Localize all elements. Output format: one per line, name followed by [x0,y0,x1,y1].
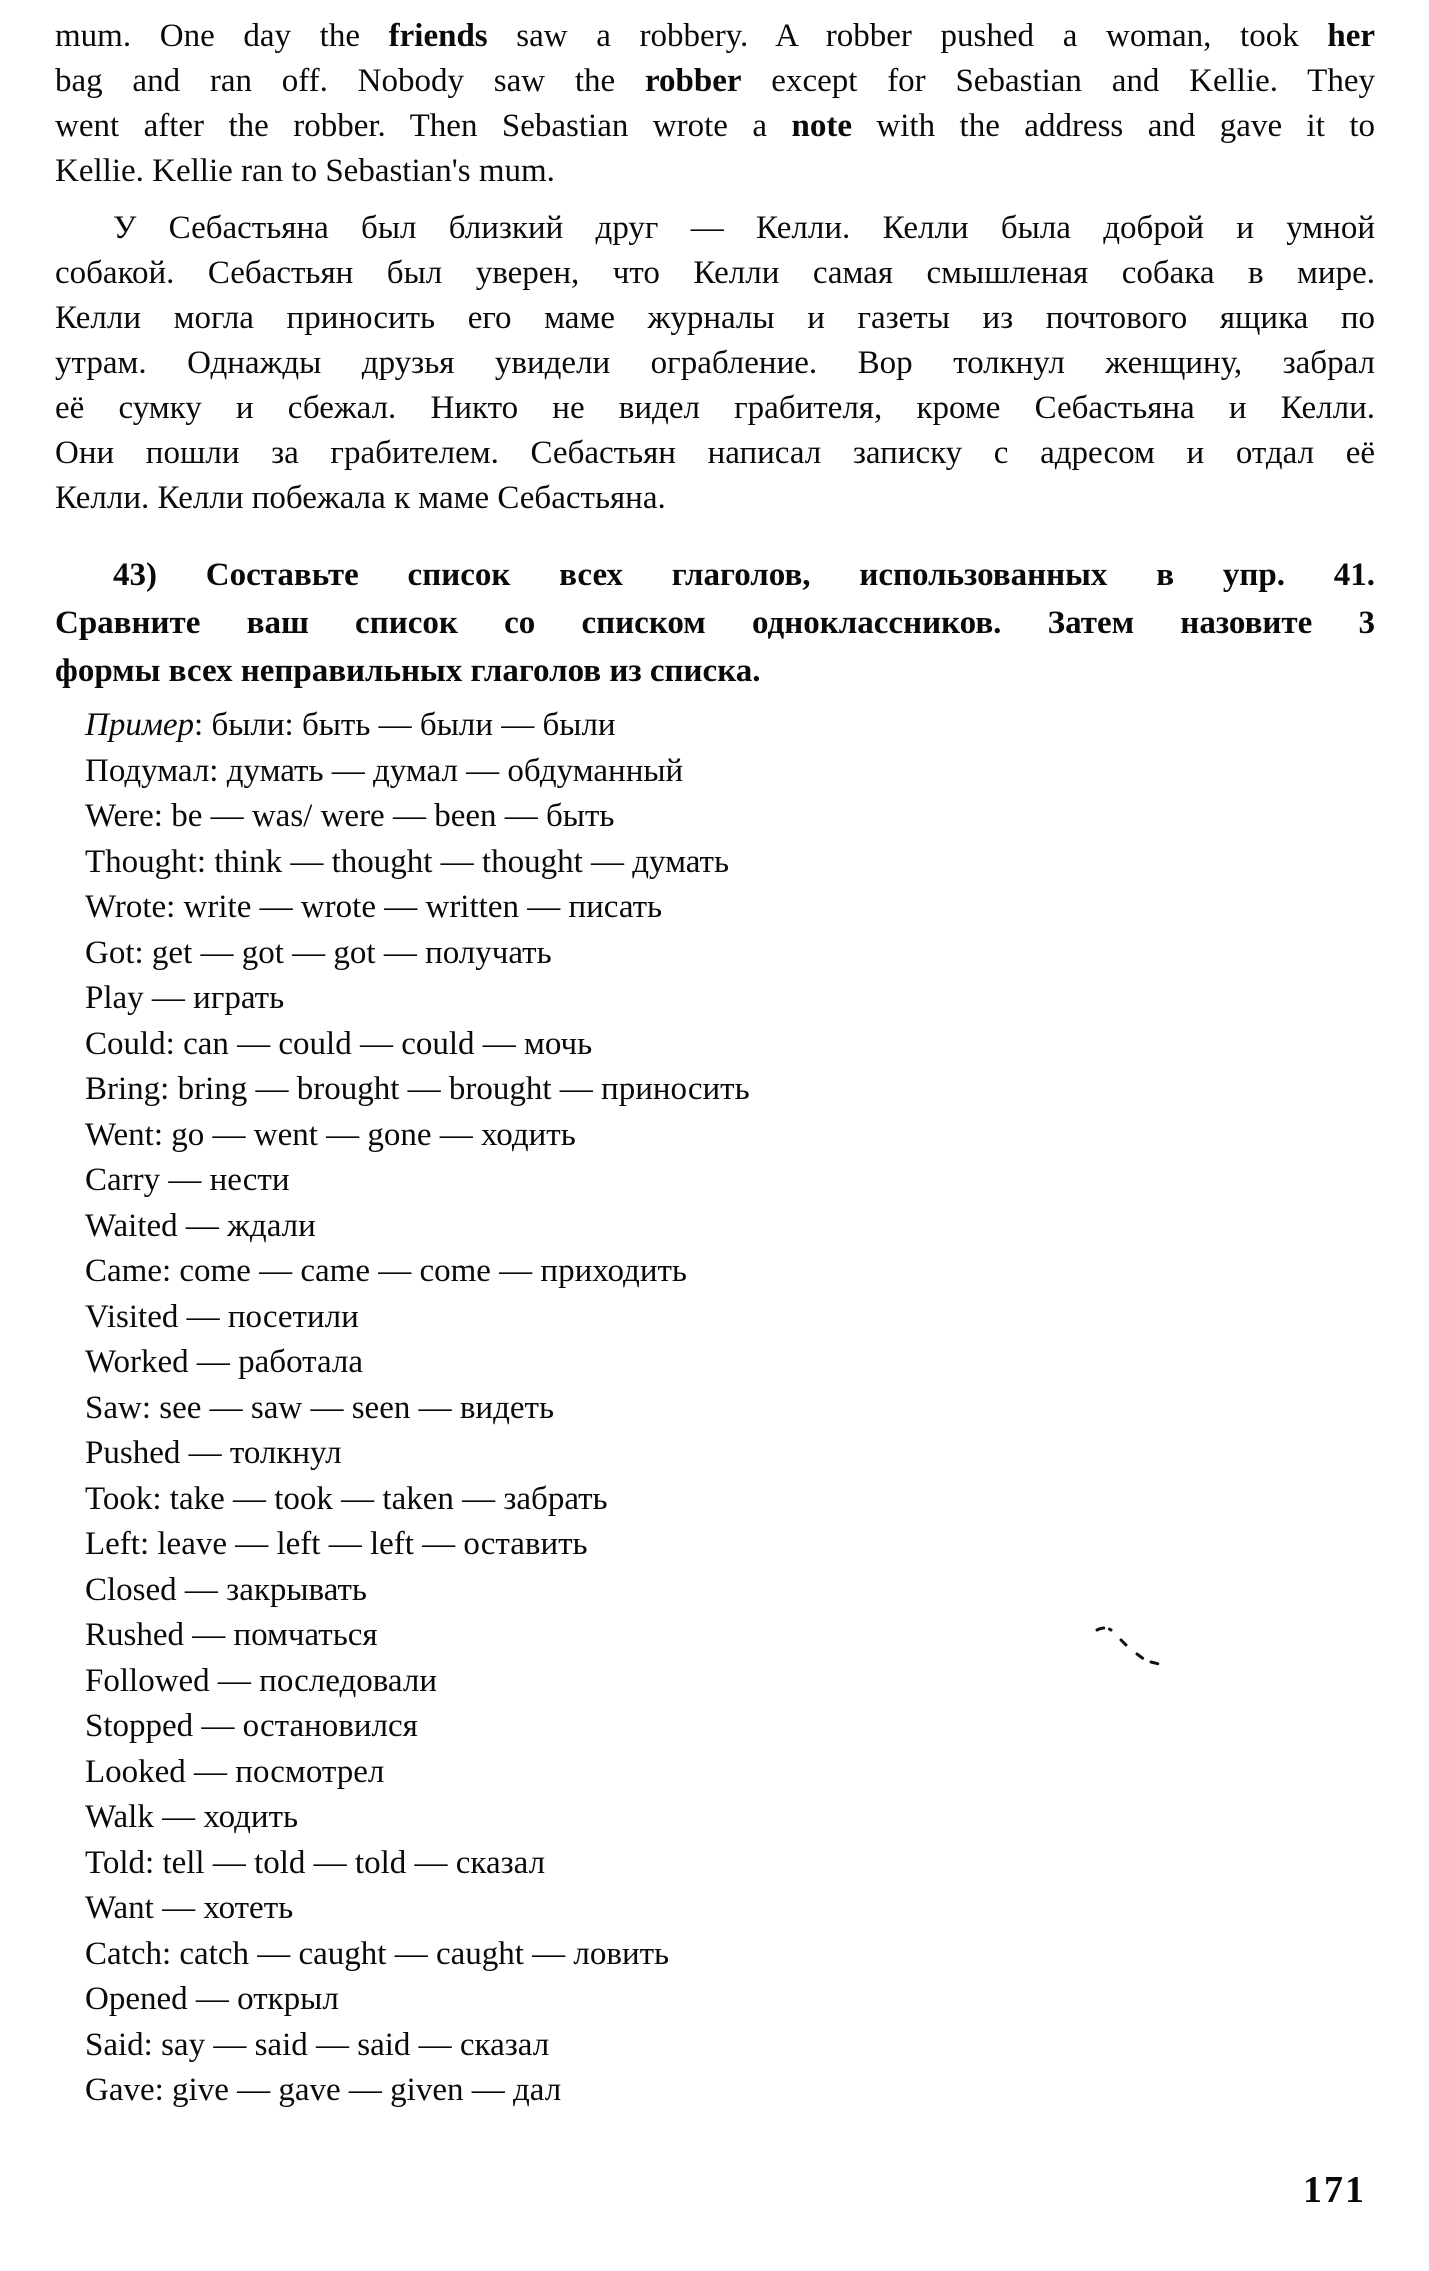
russian-paragraph-line: утрам. Однажды друзья увидели ограбление. Вор толкнул женщину, забрал [55,345,1375,381]
verb-list-item: Closed — закрывать [85,1571,367,1608]
verb-list-item: Told: tell — told — told — сказал [85,1844,546,1881]
verb-list-item: Went: go — went — gone — ходить [85,1116,576,1153]
verb-list-item: Catch: catch — caught — caught — ловить [85,1935,670,1972]
exercise-43-heading [55,551,1375,695]
verb-list-item: Waited — ждали [85,1207,316,1244]
verb-list-item: Visited — посетили [85,1298,359,1335]
verb-list [55,703,1375,2114]
russian-paragraph [55,206,1375,521]
verb-list-item: Wrote: write — wrote — written — писать [85,889,663,925]
english-paragraph [55,14,1375,194]
verb-list-item: Took: take — took — taken — забрать [85,1480,608,1517]
english-paragraph-line: mum. One day the friends saw a robbery. A robber pushed a woman, took her [55,18,1376,54]
russian-paragraph-line: Они пошли за грабителем. Себастьян написал записку с адресом и отдал её [55,435,1375,471]
verb-list-item: Thought: think — thought — thought — думать [85,843,730,880]
verb-list-item: Followed — последовали [85,1662,437,1699]
verb-list-item: Left: leave — left — left — оставить [85,1526,588,1562]
verb-list-item: Rushed — помчаться [85,1617,378,1653]
verb-list-item: Opened — открыл [85,1981,339,2017]
verb-list-item: Worked — работала [85,1344,364,1380]
verb-list-item: Pushed — толкнул [85,1435,342,1471]
russian-paragraph-line: её сумку и сбежал. Никто не видел грабителя, кроме Себастьяна и Келли. [55,390,1375,426]
verb-list-item: Walk — ходить [85,1799,299,1835]
russian-paragraph-line: У Себастьяна был близкий друг — Келли. Келли была доброй и умной [113,210,1375,246]
verb-list-item: Gave: give — gave — given — дал [85,2072,562,2108]
verb-list-item: Came: come — came — come — приходить [85,1253,687,1289]
verb-list-item: Подумал: думать — думал — обдуманный [85,752,684,789]
verb-list-item: Saw: see — saw — seen — видеть [85,1389,554,1426]
exercise-43-heading-line: формы всех неправильных глаголов из списка. [55,653,761,689]
english-paragraph-line: Kellie. Kellie ran to Sebastian's mum. [55,153,555,189]
verb-list-item: Want — хотеть [85,1890,294,1926]
exercise-43-heading-line: Сравните ваш список со списком одноклассников. Затем назовите 3 [55,605,1375,641]
exercise-43-heading-line: 43) Составьте список всех глаголов, использованных в упр. 41. [113,557,1375,593]
russian-paragraph-line: Келли могла приносить его маме журналы и газеты из почтового ящика по [55,300,1375,336]
verb-list-item: Got: get — got — got — получать [85,934,552,971]
verb-list-item: Were: be — was/ were — been — быть [85,798,615,834]
verb-list-item: Looked — посмотрел [85,1753,385,1790]
russian-paragraph-line: Келли. Келли побежала к маме Себастьяна. [55,480,666,516]
verb-list-item: Bring: bring — brought — brought — приносить [85,1071,750,1107]
english-paragraph-line: went after the robber. Then Sebastian wrote a note with the address and gave it to [55,108,1375,144]
english-paragraph-line: bag and ran off. Nobody saw the robber except for Sebastian and Kellie. They [55,63,1375,99]
verb-list-item: Said: say — said — said — сказал [85,2026,550,2063]
verb-list-item: Stopped — остановился [85,1708,418,1744]
russian-paragraph-line: собакой. Себастьян был уверен, что Келли самая смышленая собака в мире. [55,255,1375,291]
verb-list-item: Could: can — could — could — мочь [85,1025,593,1062]
verb-list-example: Пример: были: быть — были — были [85,707,616,743]
page-number: 171 [1303,2169,1366,2211]
verb-list-item: Carry — нести [85,1162,290,1198]
verb-list-item: Play — играть [85,980,285,1016]
